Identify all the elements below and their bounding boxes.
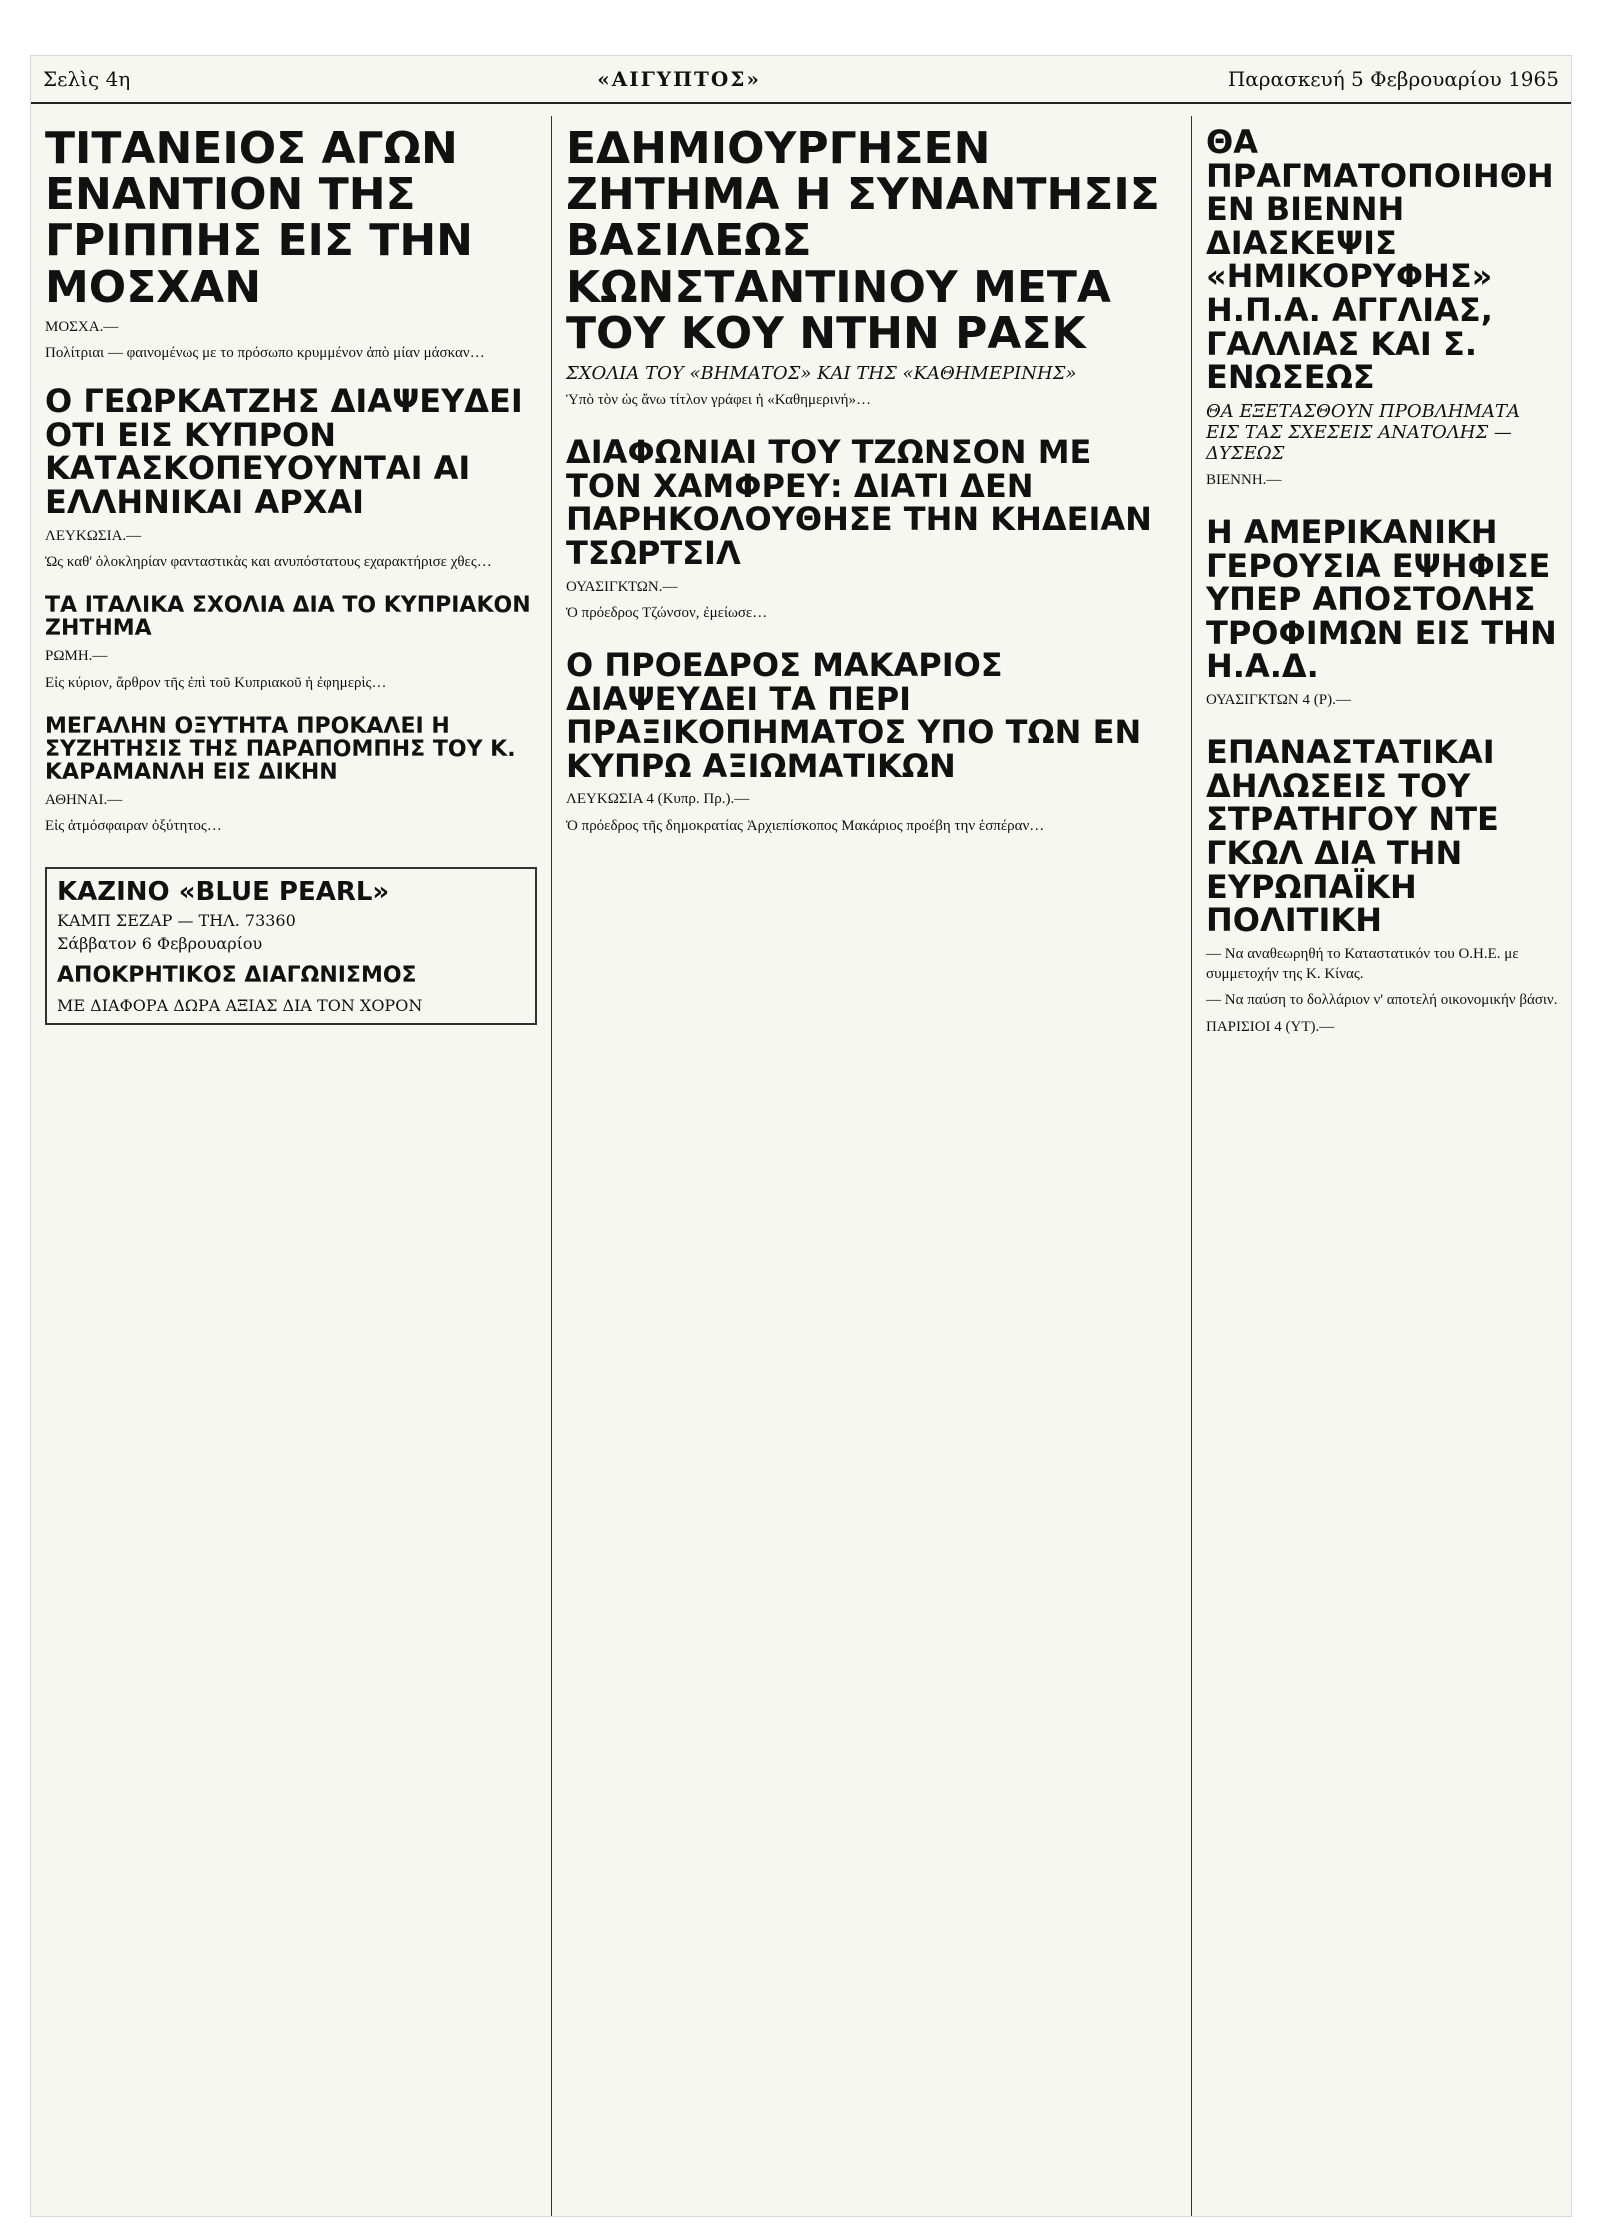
page-label: Σελὶς 4η [43,67,131,91]
newspaper-page [30,55,1572,2217]
date-label: Παρασκευή 5 Φεβρουαρίου 1965 [1227,67,1559,91]
paragraph-karamanlis: Εἰς ἀτμόσφαιραν ὀξύτητος… [45,818,222,835]
paragraph-konstantinos: Ὑπὸ τὸν ὡς ἄνω τίτλον γράφει ἡ «Καθημερινή»… [566,391,871,408]
subhead-scholia: ΣΧΟΛΙΑ ΤΟΥ «ΒΗΜΑΤΟΣ» ΚΑΙ ΤΗΣ «ΚΑΘΗΜΕΡΙΝΗΣ» [566,362,1077,384]
headline-de-gaulle: ΕΠΑΝΑΣΤΑΤΙΚΑΙ ΔΗΛΩΣΕΙΣ ΤΟΥ ΣΤΡΑΤΗΓΟΥ ΝΤΕ ΓΚΩΛ ΔΙΑ ΤΗΝ ΕΥΡΩΠΑΪΚΗ ΠΟΛΙΤΙΚΗ [1206,733,1499,940]
ad-date: Σάββατον 6 Φεβρουαρίου [57,933,263,953]
subhead-vienna: ΘΑ ΕΞΕΤΑΣΘΟΥΝ ΠΡΟΒΛΗΜΑΤΑ ΕΙΣ ΤΑΣ ΣΧΕΣΕΙΣ ΑΝΑΤΟΛΗΣ — ΔΥΣΕΩΣ [1206,400,1520,464]
column-middle [551,116,1192,2216]
headline-makarios: Ο ΠΡΟΕΔΡΟΣ ΜΑΚΑΡΙΟΣ ΔΙΑΨΕΥΔΕΙ ΤΑ ΠΕΡΙ ΠΡΑΞΙΚΟΠΗΜΑΤΟΣ ΥΠΟ ΤΩΝ ΕΝ ΚΥΠΡΩ ΑΞΙΩΜΑΤΙΚΩΝ [566,646,1142,785]
ad-line: ΜΕ ΔΙΑΦΟΡΑ ΔΩΡΑ ΑΞΙΑΣ ΔΙΑ ΤΟΝ ΧΟΡΟΝ [57,995,423,1015]
headline-us-senate: Η ΑΜΕΡΙΚΑΝΙΚΗ ΓΕΡΟΥΣΙΑ ΕΨΗΦΙΣΕ ΥΠΕΡ ΑΠΟΣΤΟΛΗΣ ΤΡΟΦΙΜΩΝ ΕΙΣ ΤΗΝ Η.Α.Δ. [1206,513,1557,686]
paragraph-grippi: Πολίτριαι — φαινομένως με το πρόσωπο κρυμμένον ἀπὸ μίαν μάσκαν… [45,345,485,361]
dateline-moscow: ΜΟΣΧΑ.— [45,318,119,335]
dateline-washington-1: ΟΥΑΣΙΓΚΤΩΝ.— [566,578,678,595]
column-right [1191,116,1572,2216]
bullet-1: — Να αναθεωρηθή το Καταστατικόν του Ο.Η.Ε. με συμμετοχήν της Κ. Κίνας. [1206,945,1519,983]
ad-title: ΚΑΖΙΝΟ «BLUE PEARL» [57,876,390,907]
headline-grippi: ΤΙΤΑΝΕΙΟΣ ΑΓΩΝ ΕΝΑΝΤΙΟΝ ΤΗΣ ΓΡΙΠΠΗΣ ΕΙΣ ΤΗΝ ΜΟΣΧΑΝ [45,123,473,313]
headline-italika-scholia: ΤΑ ΙΤΑΛΙΚΑ ΣΧΟΛΙΑ ΔΙΑ ΤΟ ΚΥΠΡΙΑΚΟΝ ΖΗΤΗΜΑ [45,593,531,642]
headline-johnson-humphrey: ΔΙΑΦΩΝΙΑΙ ΤΟΥ ΤΖΩΝΣΟΝ ΜΕ ΤΟΝ ΧΑΜΦΡΕΥ: ΔΙΑΤΙ ΔΕΝ ΠΑΡΗΚΟΛΟΥΘΗΣΕ ΤΗΝ ΚΗΔΕΙΑΝ ΤΣΩΡΤΣΙΛ [566,433,1152,572]
ad-address: ΚΑΜΠ ΣΕΖΑΡ — ΤΗΛ. 73360 [57,910,296,930]
ad-event: ΑΠΟΚΡΗΤΙΚΟΣ ΔΙΑΓΩΝΙΣΜΟΣ [57,962,417,988]
paragraph-italika: Εἰς κύριον, ἄρθρον τῆς ἐπὶ τοῦ Κυπριακοῦ ἡ ἐφημερὶς… [45,674,387,691]
headline-karamanlis: ΜΕΓΑΛΗΝ ΟΞΥΤΗΤΑ ΠΡΟΚΑΛΕΙ Η ΣΥΖΗΤΗΣΙΣ ΤΗΣ ΠΑΡΑΠΟΜΠΗΣ ΤΟΥ Κ. ΚΑΡΑΜΑΝΛΗ ΕΙΣ ΔΙΚΗΝ [45,713,516,785]
dateline-washington-2: ΟΥΑΣΙΓΚΤΩΝ 4 (Ρ).— [1206,691,1351,708]
masthead [31,56,1571,104]
bullet-2: — Να παύση το δολλάριον ν' αποτελή οικονομικήν βάσιν. [1206,992,1558,1009]
headline-konstantinos-rask: ΕΔΗΜΙΟΥΡΓΗΣΕΝ ΖΗΤΗΜΑ Η ΣΥΝΑΝΤΗΣΙΣ ΒΑΣΙΛΕΩΣ ΚΩΝΣΤΑΝΤΙΝΟΥ ΜΕΤΑ ΤΟΥ ΚΟΥ ΝΤΗΝ ΡΑΣΚ [566,123,1160,359]
paragraph-georkatzis: Ὡς καθ' ὁλοκληρίαν φανταστικὰς και ανυπόστατους εχαρακτήρισε χθες… [45,553,492,570]
dateline-athens: ΑΘΗΝΑΙ.— [45,792,123,809]
dateline-lefkosia: ΛΕΥΚΩΣΙΑ.— [45,527,142,544]
paper-name: «ΑΙΓΥΠΤΟΣ» [597,67,761,91]
dateline-rome: ΡΩΜΗ.— [45,648,108,665]
dateline-vienna: ΒΙΕΝΝΗ.— [1206,471,1282,488]
column-left [31,116,551,2216]
dateline-paris: ΠΑΡΙΣΙΟΙ 4 (ΥΤ).— [1206,1018,1335,1035]
headline-vienna-summit: ΘΑ ΠΡΑΓΜΑΤΟΠΟΙΗΘΗ ΕΝ ΒΙΕΝΝΗ ΔΙΑΣΚΕΨΙΣ «ΗΜΙΚΟΡΥΦΗΣ» Η.Π.Α. ΑΓΓΛΙΑΣ, ΓΑΛΛΙΑΣ ΚΑΙ Σ. ΕΝΩΣΕΩΣ [1206,123,1554,397]
blue-pearl-ad [45,867,537,1025]
paragraph-johnson: Ὁ πρόεδρος Τζώνσον, ἐμείωσε… [566,604,768,621]
headline-georkatzis: Ο ΓΕΩΡΚΑΤΖΗΣ ΔΙΑΨΕΥΔΕΙ ΟΤΙ ΕΙΣ ΚΥΠΡΟΝ ΚΑΤΑΣΚΟΠΕΥΟΥΝΤΑΙ ΑΙ ΕΛΛΗΝΙΚΑΙ ΑΡΧΑΙ [45,382,523,522]
paragraph-makarios: Ὁ πρόεδρος τῆς δημοκρατίας Ἀρχιεπίσκοπος Μακάριος προέβη την ἑσπέραν… [566,817,1045,834]
dateline-lefkosia-2: ΛΕΥΚΩΣΙΑ 4 (Κυπρ. Πρ.).— [566,791,750,808]
